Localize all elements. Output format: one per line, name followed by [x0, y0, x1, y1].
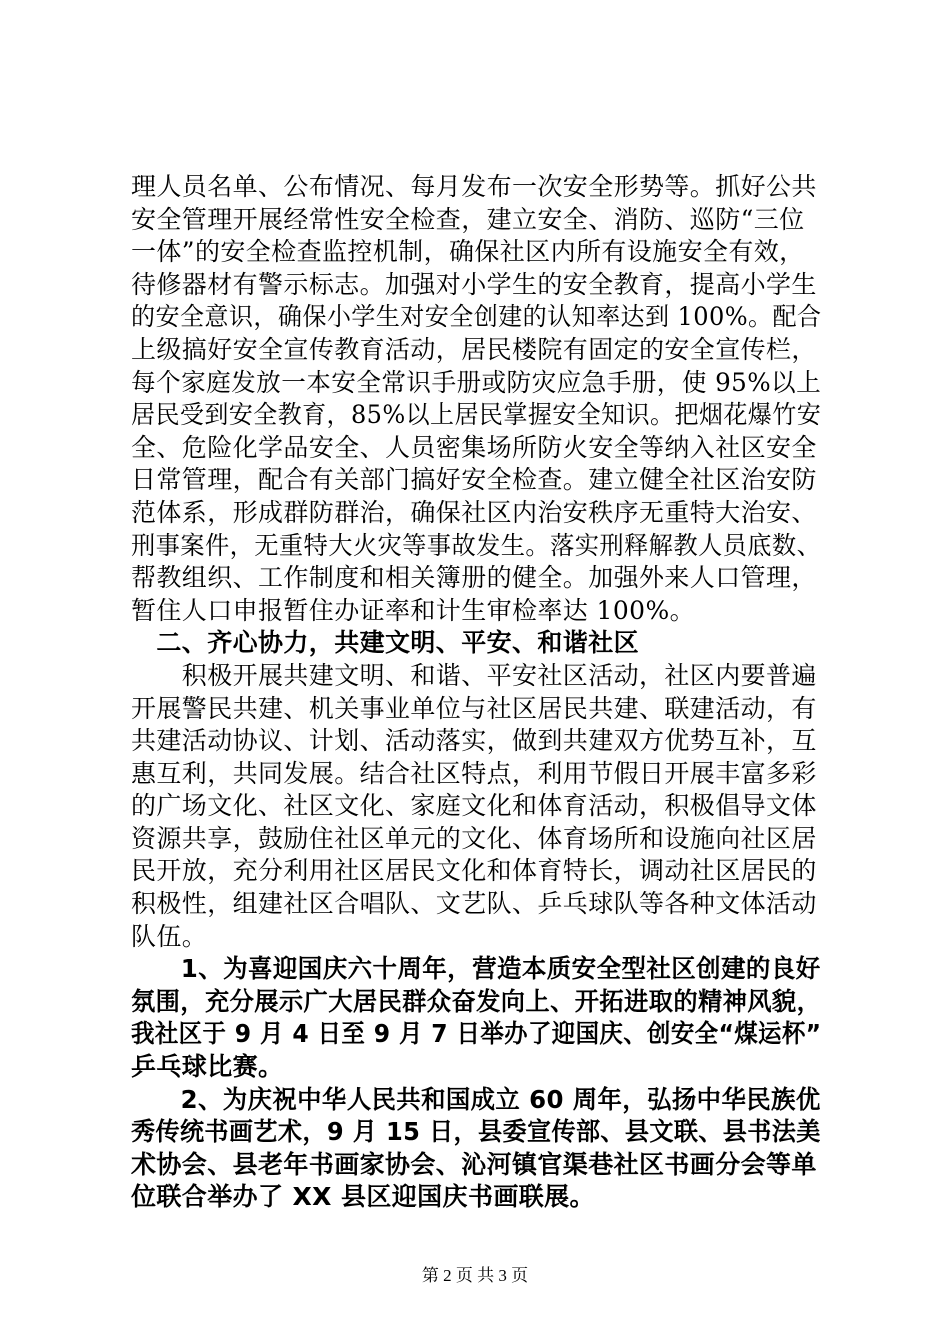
- text-line-bold: 2、为庆祝中华人民共和国成立 60 周年，弘扬中华民族优: [131, 1084, 821, 1114]
- text-line: 暂住人口申报暂住办证率和计生审检率达 100%。: [131, 595, 696, 625]
- text-line: 资源共享，鼓励住社区单元的文化、体育场所和设施向社区居: [131, 823, 817, 853]
- text-line-bold: 秀传统书画艺术，9 月 15 日，县委宣传部、县文联、县书法美: [131, 1117, 821, 1147]
- text-line: 队伍。: [131, 921, 208, 951]
- document-body: [131, 171, 821, 1214]
- text-line-bold: 乒乓球比赛。: [131, 1052, 284, 1082]
- text-line: 开展警民共建、机关事业单位与社区居民共建、联建活动，有: [131, 693, 817, 723]
- text-line: 刑事案件，无重特大火灾等事故发生。落实刑释解教人员底数、: [131, 530, 822, 560]
- text-line: 全、危险化学品安全、人员密集场所防火安全等纳入社区安全: [131, 432, 817, 462]
- text-line: 积极开展共建文明、和谐、平安社区活动，社区内要普遍: [131, 660, 817, 690]
- text-line-bold: 术协会、县老年书画家协会、沁河镇官渠巷社区书画分会等单: [131, 1149, 817, 1179]
- text-line-bold: 二、齐心协力，共建文明、平安、和谐社区: [131, 628, 640, 658]
- text-line: 日常管理，配合有关部门搞好安全检查。建立健全社区治安防: [131, 465, 817, 495]
- page-footer: 第 2 页 共 3 页: [421, 1266, 529, 1285]
- text-line: 上级搞好安全宣传教育活动，居民楼院有固定的安全宣传栏，: [131, 334, 817, 364]
- text-line: 共建活动协议、计划、活动落实，做到共建双方优势互补，互: [131, 726, 817, 756]
- text-line: 帮教组织、工作制度和相关簿册的健全。加强外来人口管理，: [131, 563, 817, 593]
- text-line: 范体系，形成群防群治，确保社区内治安秩序无重特大治安、: [131, 497, 817, 527]
- text-line: 惠互利，共同发展。结合社区特点，利用节假日开展丰富多彩: [131, 758, 817, 788]
- text-line: 民开放，充分利用社区居民文化和体育特长，调动社区居民的: [131, 856, 817, 886]
- text-line: 待修器材有警示标志。加强对小学生的安全教育，提高小学生: [131, 269, 817, 299]
- text-line-bold: 氛围，充分展示广大居民群众奋发向上、开拓进取的精神风貌，: [131, 986, 822, 1016]
- text-line: 的安全意识，确保小学生对安全创建的认知率达到 100%。配合: [131, 302, 822, 332]
- text-line: 安全管理开展经常性安全检查，建立安全、消防、巡防“三位: [131, 204, 805, 234]
- text-line: 的广场文化、社区文化、家庭文化和体育活动，积极倡导文体: [131, 791, 817, 821]
- text-line: 理人员名单、公布情况、每月发布一次安全形势等。抓好公共: [131, 172, 817, 201]
- text-line-bold: 1、为喜迎国庆六十周年，营造本质安全型社区创建的良好: [131, 954, 821, 984]
- text-line: 居民受到安全教育，85%以上居民掌握安全知识。把烟花爆竹安: [131, 400, 822, 430]
- text-line-bold: 位联合举办了 XX 县区迎国庆书画联展。: [131, 1182, 595, 1212]
- text-line: 一体”的安全检查监控机制，确保社区内所有设施安全有效，: [131, 237, 805, 267]
- text-line: 积极性，组建社区合唱队、文艺队、乒乓球队等各种文体活动: [131, 889, 817, 919]
- text-line: 每个家庭发放一本安全常识手册或防灾应急手册，使 95%以上: [131, 367, 822, 397]
- text-line-bold: 我社区于 9 月 4 日至 9 月 7 日举办了迎国庆、创安全“煤运杯”: [131, 1019, 822, 1049]
